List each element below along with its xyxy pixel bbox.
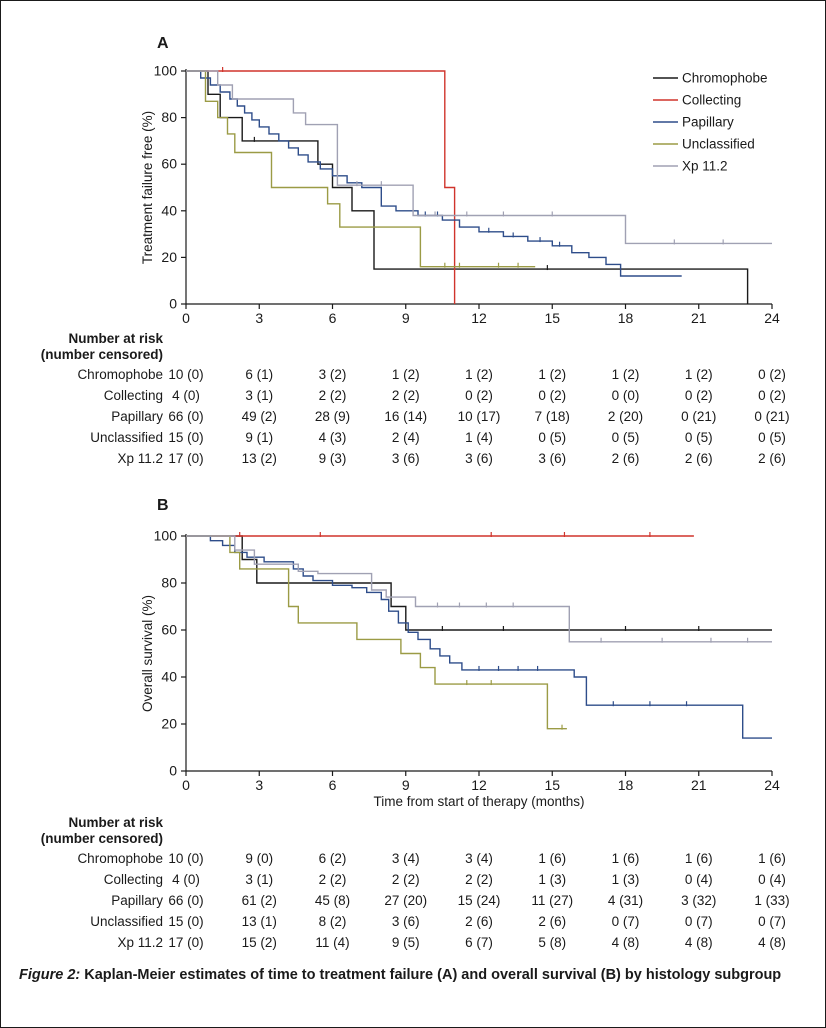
risk-value: 4 (8) (684, 935, 713, 950)
risk-value: 66 (0) (168, 893, 204, 908)
risk-value: 2 (2) (391, 872, 420, 887)
risk-value: 6 (7) (465, 935, 493, 950)
risk-value: 11 (27) (531, 893, 574, 908)
y-tick-label: 80 (161, 109, 177, 126)
y-tick-label: 0 (169, 295, 177, 312)
risk-value: 17 (0) (168, 935, 204, 950)
panel-a-label: A (157, 35, 169, 52)
risk-value: 3 (4) (465, 851, 493, 866)
risk-row-xp-11-2 (1, 935, 826, 956)
risk-row-papillary (1, 409, 826, 430)
risk-value: 4 (0) (172, 388, 200, 403)
risk-value: 4 (3) (318, 430, 347, 445)
risk-value: 1 (3) (538, 872, 567, 887)
series-line-unclassified (186, 536, 567, 729)
y-tick-label: 20 (161, 715, 177, 732)
series-line-papillary (186, 536, 772, 738)
risk-table-b-header (1, 815, 163, 847)
risk-value: 1 (6) (758, 851, 786, 866)
risk-value: 0 (2) (684, 388, 713, 403)
risk-value: 15 (0) (168, 430, 204, 445)
x-axis-label-B: Time from start of therapy (months) (373, 794, 585, 809)
risk-row-label: Unclassified (90, 914, 163, 929)
risk-row-collecting (1, 388, 826, 409)
y-tick-label: 60 (161, 621, 177, 638)
risk-value: 1 (4) (465, 430, 493, 445)
risk-value: 0 (2) (758, 367, 786, 382)
x-tick-label: 9 (401, 777, 410, 793)
risk-row-label: Chromophobe (77, 851, 163, 866)
risk-row-label: Unclassified (90, 430, 163, 445)
risk-value: 4 (0) (172, 872, 200, 887)
x-tick-label: 6 (328, 310, 337, 326)
risk-value: 4 (8) (611, 935, 640, 950)
x-tick-label: 12 (471, 310, 487, 326)
risk-row-label: Xp 11.2 (117, 451, 163, 466)
risk-value: 10 (0) (168, 851, 204, 866)
risk-value: 3 (6) (465, 451, 493, 466)
risk-value: 2 (2) (318, 388, 347, 403)
risk-value: 0 (2) (465, 388, 493, 403)
x-tick-label: 24 (764, 777, 780, 793)
x-tick-label: 15 (544, 310, 561, 326)
risk-value: 0 (7) (611, 914, 640, 929)
y-tick-label: 20 (161, 248, 177, 265)
risk-value: 13 (2) (241, 451, 277, 466)
risk-row-label: Collecting (103, 872, 163, 887)
risk-value: 3 (1) (245, 388, 274, 403)
panel-b-label: B (157, 497, 169, 514)
risk-value: 1 (6) (538, 851, 567, 866)
risk-header-line2: (number censored) (40, 347, 163, 362)
risk-value: 0 (5) (684, 430, 713, 445)
legend-label-papillary: Papillary (682, 114, 734, 130)
risk-value: 0 (21) (754, 409, 790, 424)
risk-value: 13 (1) (241, 914, 277, 929)
risk-value: 10 (0) (168, 367, 204, 382)
risk-value: 1 (2) (538, 367, 567, 382)
risk-value: 45 (8) (314, 893, 351, 908)
risk-value: 0 (7) (684, 914, 713, 929)
series-line-xp-11-2 (186, 536, 772, 642)
y-axis-label-B: Overall survival (%) (140, 594, 155, 713)
risk-row-label: Chromophobe (77, 367, 163, 382)
legend-label-unclassified: Unclassified (682, 136, 755, 152)
risk-value: 2 (2) (391, 388, 420, 403)
risk-value: 4 (8) (758, 935, 786, 950)
risk-value: 0 (5) (611, 430, 640, 445)
caption-prefix: Figure 2: (19, 967, 81, 983)
risk-value: 3 (32) (681, 893, 717, 908)
risk-value: 0 (4) (684, 872, 713, 887)
legend-label-chromophobe: Chromophobe (682, 70, 768, 86)
series-line-unclassified (186, 71, 535, 267)
risk-row-papillary (1, 893, 826, 914)
y-axis-label-A: Treatment failure free (%) (140, 110, 155, 265)
risk-value: 61 (2) (241, 893, 277, 908)
risk-value: 9 (3) (318, 451, 347, 466)
risk-value: 10 (17) (457, 409, 501, 424)
risk-table-b (1, 851, 826, 956)
chart-a-treatment-failure-free (1, 31, 826, 331)
risk-value: 0 (5) (538, 430, 567, 445)
y-tick-label: 100 (153, 62, 177, 79)
chart-b-overall-survival (1, 496, 826, 826)
risk-row-label: Xp 11.2 (117, 935, 163, 950)
risk-value: 2 (20) (607, 409, 644, 424)
risk-value: 0 (5) (758, 430, 786, 445)
x-tick-label: 0 (182, 777, 190, 793)
risk-value: 3 (6) (391, 914, 420, 929)
series-line-chromophobe (186, 71, 748, 304)
x-tick-label: 3 (255, 310, 264, 326)
risk-value: 2 (6) (538, 914, 567, 929)
risk-value: 1 (6) (611, 851, 640, 866)
x-tick-label: 0 (182, 310, 190, 326)
risk-row-xp-11-2 (1, 451, 826, 472)
y-tick-label: 0 (169, 762, 177, 779)
risk-row-label: Collecting (103, 388, 163, 403)
risk-header-line1: Number at risk (68, 815, 163, 830)
risk-value: 2 (2) (318, 872, 347, 887)
risk-row-chromophobe (1, 367, 826, 388)
risk-value: 17 (0) (168, 451, 204, 466)
risk-value: 0 (7) (758, 914, 786, 929)
x-tick-label: 12 (471, 777, 487, 793)
series-line-chromophobe (186, 536, 772, 630)
x-tick-label: 9 (401, 310, 410, 326)
risk-header-line2: (number censored) (40, 831, 163, 846)
risk-value: 1 (2) (391, 367, 420, 382)
x-tick-label: 18 (617, 777, 634, 793)
risk-value: 15 (0) (168, 914, 204, 929)
risk-value: 3 (6) (391, 451, 420, 466)
risk-value: 0 (21) (681, 409, 717, 424)
risk-row-chromophobe (1, 851, 826, 872)
x-tick-label: 15 (544, 777, 561, 793)
risk-value: 2 (4) (391, 430, 420, 445)
risk-value: 1 (33) (754, 893, 790, 908)
x-tick-label: 21 (690, 310, 707, 326)
risk-value: 15 (24) (457, 893, 501, 908)
y-tick-label: 100 (153, 527, 177, 544)
risk-row-label: Papillary (111, 409, 163, 424)
risk-value: 3 (4) (391, 851, 420, 866)
risk-value: 2 (6) (611, 451, 640, 466)
risk-value: 16 (14) (384, 409, 428, 424)
x-tick-label: 21 (690, 777, 707, 793)
risk-value: 1 (6) (684, 851, 713, 866)
risk-table-a (1, 367, 826, 472)
x-tick-label: 6 (328, 777, 337, 793)
y-tick-label: 60 (161, 155, 177, 172)
risk-value: 9 (5) (391, 935, 420, 950)
risk-value: 9 (0) (245, 851, 274, 866)
risk-value: 6 (2) (318, 851, 347, 866)
risk-value: 6 (1) (245, 367, 274, 382)
caption-text: Kaplan-Meier estimates of time to treatment failure (A) and overall survival (B) by histology subgroup (84, 967, 782, 983)
risk-value: 0 (2) (758, 388, 786, 403)
risk-value: 28 (9) (314, 409, 351, 424)
risk-value: 1 (2) (611, 367, 640, 382)
legend-label-collecting: Collecting (682, 92, 742, 108)
x-tick-label: 18 (617, 310, 634, 326)
figure-caption (19, 965, 809, 986)
risk-value: 9 (1) (245, 430, 274, 445)
risk-row-label: Papillary (111, 893, 163, 908)
risk-row-unclassified (1, 914, 826, 935)
legend-label-xp-11-2: Xp 11.2 (682, 158, 728, 174)
risk-value: 5 (8) (538, 935, 567, 950)
risk-value: 3 (1) (245, 872, 274, 887)
risk-value: 27 (20) (384, 893, 428, 908)
y-tick-label: 40 (161, 202, 177, 219)
risk-table-a-header (1, 331, 163, 363)
risk-value: 7 (18) (534, 409, 570, 424)
risk-value: 0 (4) (758, 872, 786, 887)
risk-value: 2 (6) (758, 451, 786, 466)
risk-row-collecting (1, 872, 826, 893)
risk-value: 8 (2) (318, 914, 347, 929)
risk-value: 1 (2) (684, 367, 713, 382)
x-tick-label: 24 (764, 310, 780, 326)
risk-value: 2 (6) (684, 451, 713, 466)
risk-value: 2 (2) (465, 872, 493, 887)
x-tick-label: 3 (255, 777, 264, 793)
risk-value: 3 (6) (538, 451, 567, 466)
risk-value: 66 (0) (168, 409, 204, 424)
risk-value: 11 (4) (315, 935, 350, 950)
y-tick-label: 40 (161, 668, 177, 685)
risk-value: 2 (6) (465, 914, 493, 929)
y-tick-label: 80 (161, 574, 177, 591)
risk-row-unclassified (1, 430, 826, 451)
risk-value: 1 (3) (611, 872, 640, 887)
risk-header-line1: Number at risk (68, 331, 163, 346)
series-line-papillary (186, 71, 682, 276)
risk-value: 4 (31) (607, 893, 644, 908)
risk-value: 15 (2) (241, 935, 277, 950)
risk-value: 0 (2) (538, 388, 567, 403)
risk-value: 0 (0) (611, 388, 640, 403)
risk-value: 3 (2) (318, 367, 347, 382)
risk-value: 1 (2) (465, 367, 493, 382)
risk-value: 49 (2) (241, 409, 277, 424)
